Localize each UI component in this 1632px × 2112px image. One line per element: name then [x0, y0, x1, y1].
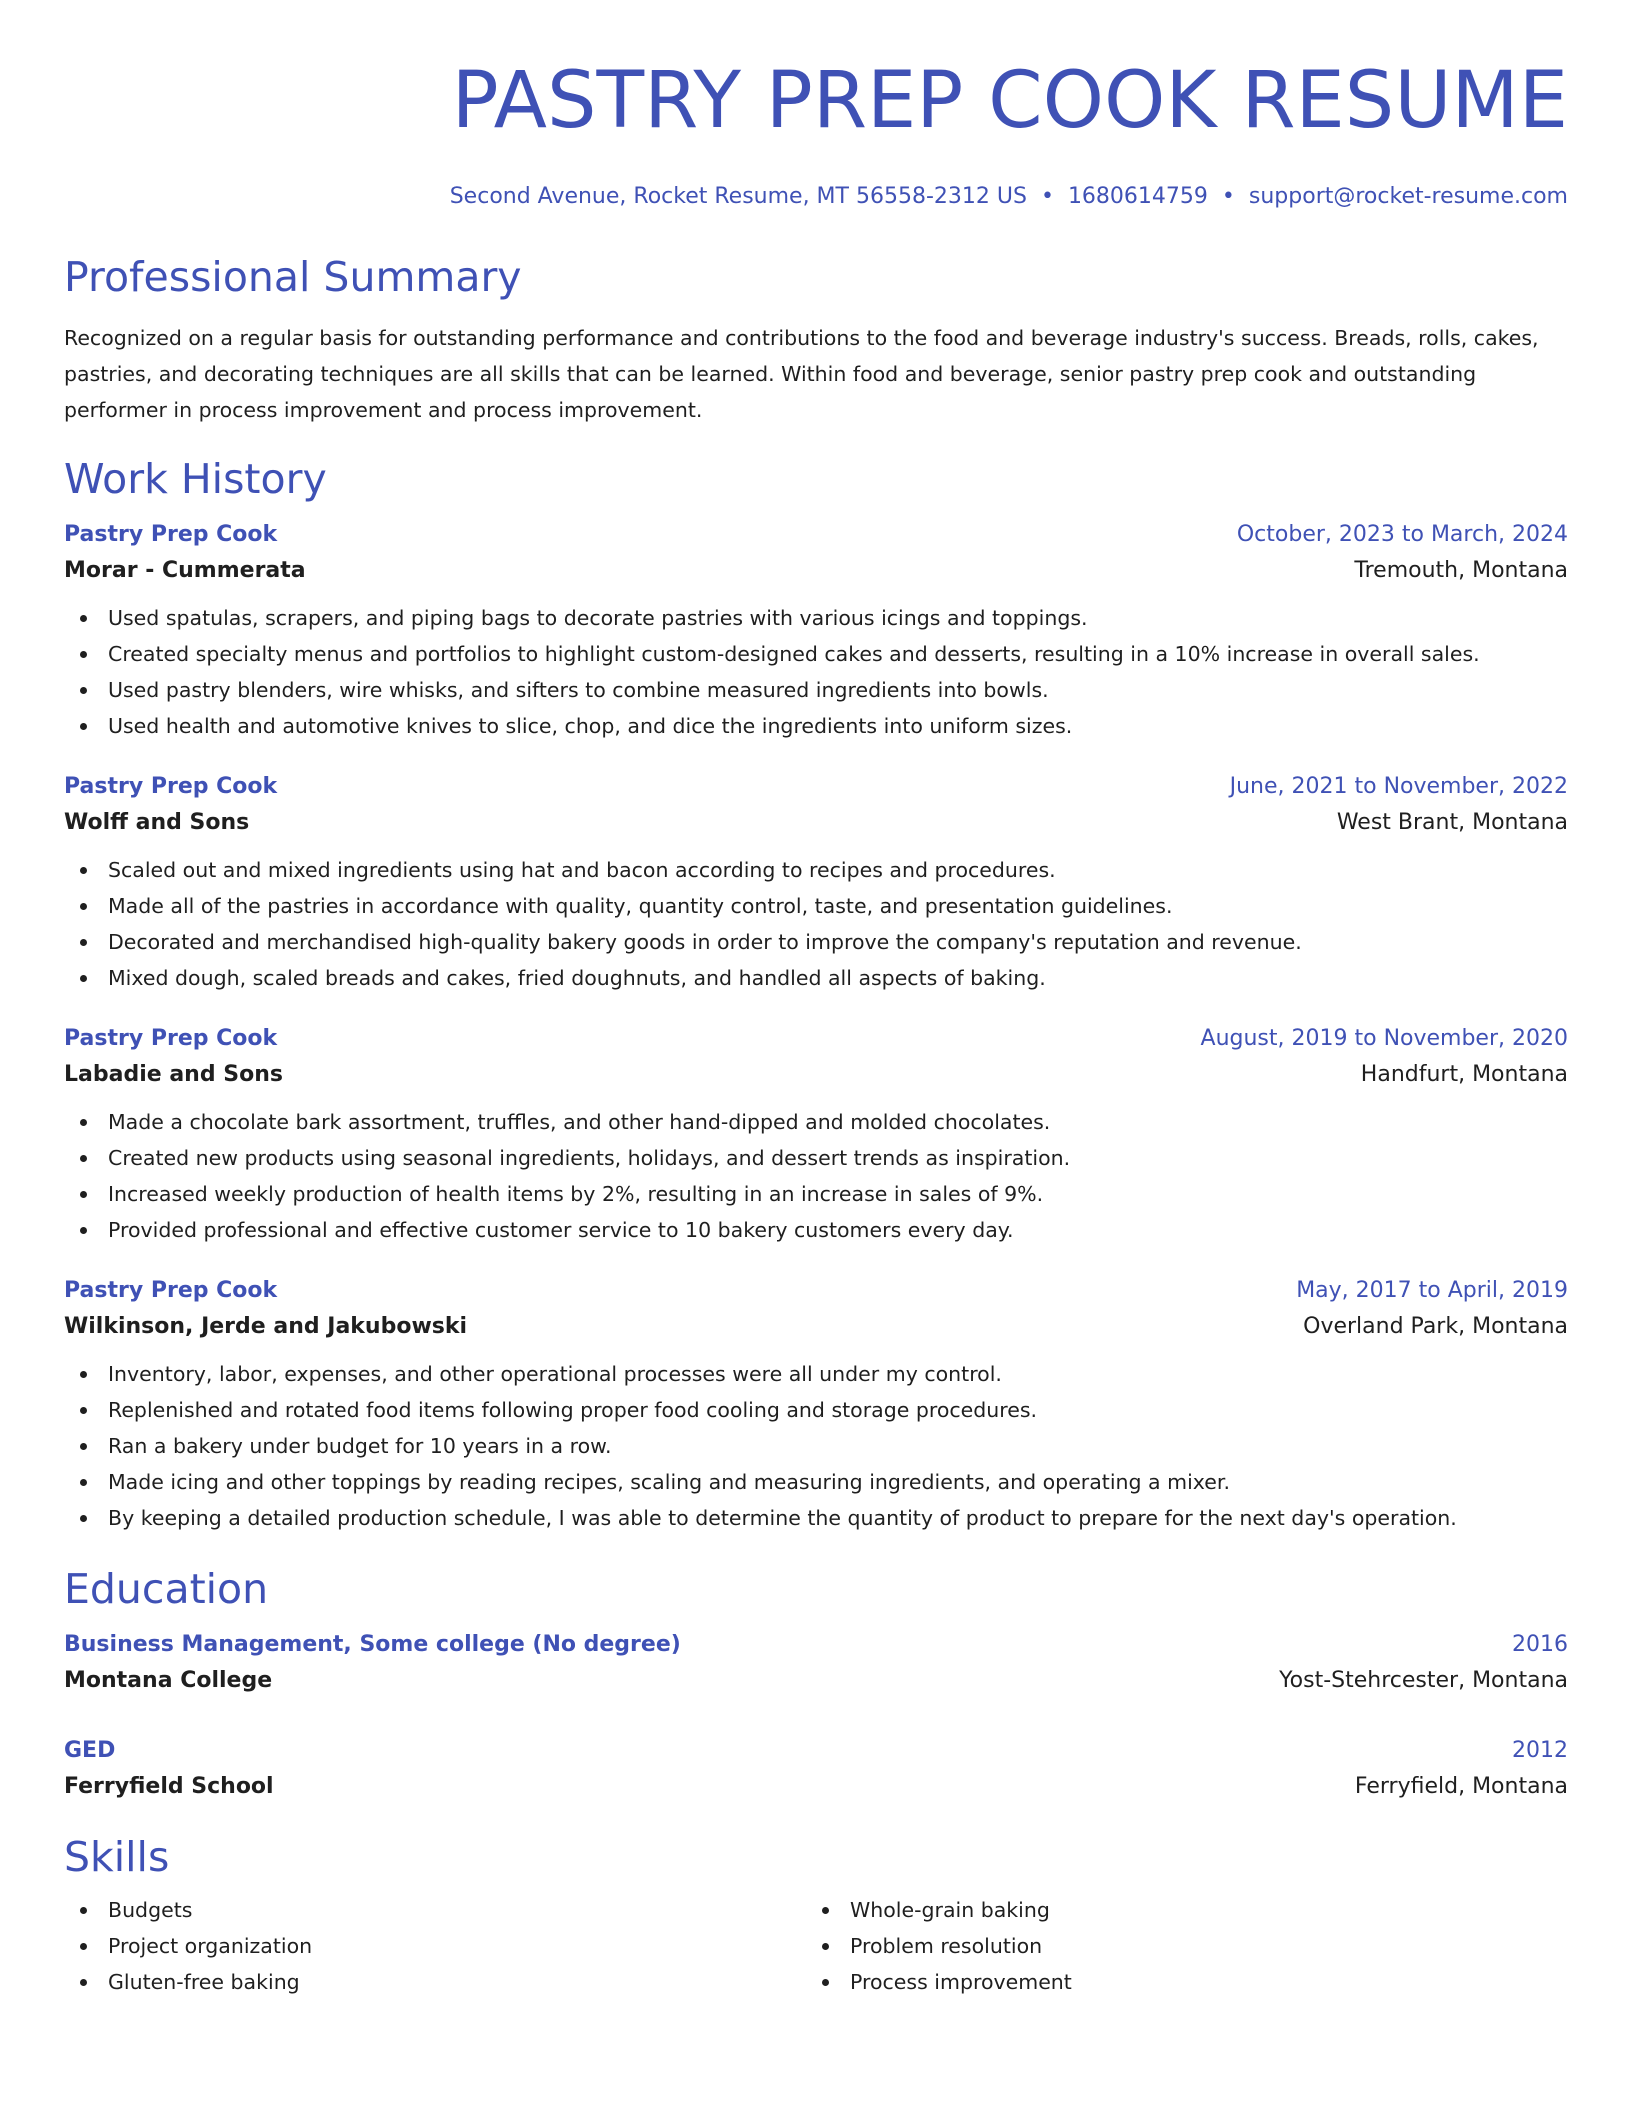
job-duty: By keeping a detailed production schedule, I was able to determine the quantity of product to prepare for the next day's operation.	[64, 1500, 1568, 1536]
resume-title: PASTRY PREP COOK RESUME	[451, 56, 1568, 146]
skills-column-left	[64, 1892, 806, 2000]
skills-column-right	[806, 1892, 1548, 2000]
job-company: Wolff and Sons	[64, 810, 250, 835]
skill-item: Gluten-free baking	[64, 1964, 806, 2000]
work-history-heading: Work History	[64, 455, 327, 503]
education-degree: GED	[64, 1738, 116, 1763]
job-duties	[64, 1356, 1568, 1536]
education-location: Yost-Stehrcester, Montana	[1279, 1668, 1568, 1693]
job-duty: Scaled out and mixed ingredients using hat and bacon according to recipes and procedures.	[64, 852, 1568, 888]
job-duty: Inventory, labor, expenses, and other operational processes were all under my control.	[64, 1356, 1568, 1392]
resume-page	[64, 0, 1568, 2000]
education-location: Ferryfield, Montana	[1354, 1774, 1568, 1799]
education-school: Montana College	[64, 1668, 273, 1693]
job-duty: Made a chocolate bark assortment, truffles, and other hand-dipped and molded chocolates.	[64, 1104, 1568, 1140]
job-location: Overland Park, Montana	[1303, 1314, 1568, 1339]
contact-separator: •	[1221, 184, 1235, 209]
job-dates: October, 2023 to March, 2024	[1236, 522, 1568, 547]
job-dates: May, 2017 to April, 2019	[1296, 1278, 1568, 1303]
education-degree: Business Management, Some college (No degree)	[64, 1632, 681, 1657]
education-year: 2012	[1512, 1738, 1568, 1763]
resume-header	[64, 0, 1568, 212]
job-role: Pastry Prep Cook	[64, 522, 278, 547]
job-duty: Used health and automotive knives to slice, chop, and dice the ingredients into uniform sizes.	[64, 708, 1568, 744]
skills-list	[64, 1892, 1568, 2000]
contact-line	[64, 182, 1568, 212]
job-role: Pastry Prep Cook	[64, 1026, 278, 1051]
job-duty: Decorated and merchandised high-quality bakery goods in order to improve the company's reputation and revenue.	[64, 924, 1568, 960]
job-duty: Ran a bakery under budget for 10 years in a row.	[64, 1428, 1568, 1464]
job-company: Labadie and Sons	[64, 1062, 283, 1087]
job-duty: Increased weekly production of health items by 2%, resulting in an increase in sales of 9%.	[64, 1176, 1568, 1212]
job-location: Handfurt, Montana	[1360, 1062, 1568, 1087]
education-year: 2016	[1512, 1632, 1568, 1657]
skills-heading: Skills	[64, 1833, 170, 1881]
job-dates: June, 2021 to November, 2022	[1229, 774, 1568, 799]
job-duty: Made icing and other toppings by reading recipes, scaling and measuring ingredients, and operating a mixer.	[64, 1464, 1568, 1500]
job-duty: Mixed dough, scaled breads and cakes, fried doughnuts, and handled all aspects of baking.	[64, 960, 1568, 996]
contact-separator: •	[1040, 184, 1054, 209]
education-heading: Education	[64, 1565, 269, 1613]
job-duties	[64, 600, 1568, 744]
job-entry	[64, 770, 1568, 996]
job-location: Tremouth, Montana	[1354, 558, 1568, 583]
job-duties	[64, 852, 1568, 996]
education-school: Ferryfield School	[64, 1774, 274, 1799]
contact-address: Second Avenue, Rocket Resume, MT 56558-2312 US	[449, 184, 1027, 209]
job-duty: Made all of the pastries in accordance with quality, quantity control, taste, and presentation guidelines.	[64, 888, 1568, 924]
job-entry	[64, 1274, 1568, 1536]
job-entry	[64, 1022, 1568, 1248]
summary-heading: Professional Summary	[64, 253, 522, 301]
job-duty: Replenished and rotated food items following proper food cooling and storage procedures.	[64, 1392, 1568, 1428]
contact-phone: 1680614759	[1067, 184, 1208, 209]
skill-item: Budgets	[64, 1892, 806, 1928]
job-duty: Used spatulas, scrapers, and piping bags to decorate pastries with various icings and toppings.	[64, 600, 1568, 636]
job-role: Pastry Prep Cook	[64, 1278, 278, 1303]
job-duty: Created specialty menus and portfolios to highlight custom-designed cakes and desserts, resulting in a 10% increase in overall sales.	[64, 636, 1568, 672]
skill-item: Problem resolution	[806, 1928, 1548, 1964]
job-duty: Provided professional and effective customer service to 10 bakery customers every day.	[64, 1212, 1568, 1248]
job-company: Morar - Cummerata	[64, 558, 306, 583]
summary-text: Recognized on a regular basis for outstanding performance and contributions to the food and beverage industry's success. Breads, rolls, cakes, pastries, and decorating techniques are all skills that can be learned. Within food and beverage, senior pastry prep cook and outstanding performer in process improvement and process improvement.	[64, 326, 1539, 422]
job-duties	[64, 1104, 1568, 1248]
job-role: Pastry Prep Cook	[64, 774, 278, 799]
job-company: Wilkinson, Jerde and Jakubowski	[64, 1314, 468, 1339]
job-entry	[64, 518, 1568, 744]
contact-email[interactable]: support@rocket-resume.com	[1248, 184, 1568, 209]
job-location: West Brant, Montana	[1336, 810, 1568, 835]
skill-item: Process improvement	[806, 1964, 1548, 2000]
job-duty: Used pastry blenders, wire whisks, and sifters to combine measured ingredients into bowls.	[64, 672, 1568, 708]
skill-item: Project organization	[64, 1928, 806, 1964]
job-dates: August, 2019 to November, 2020	[1200, 1026, 1568, 1051]
skill-item: Whole-grain baking	[806, 1892, 1548, 1928]
education-entry	[64, 1628, 1568, 1700]
education-entry	[64, 1734, 1568, 1806]
job-duty: Created new products using seasonal ingredients, holidays, and dessert trends as inspiration.	[64, 1140, 1568, 1176]
